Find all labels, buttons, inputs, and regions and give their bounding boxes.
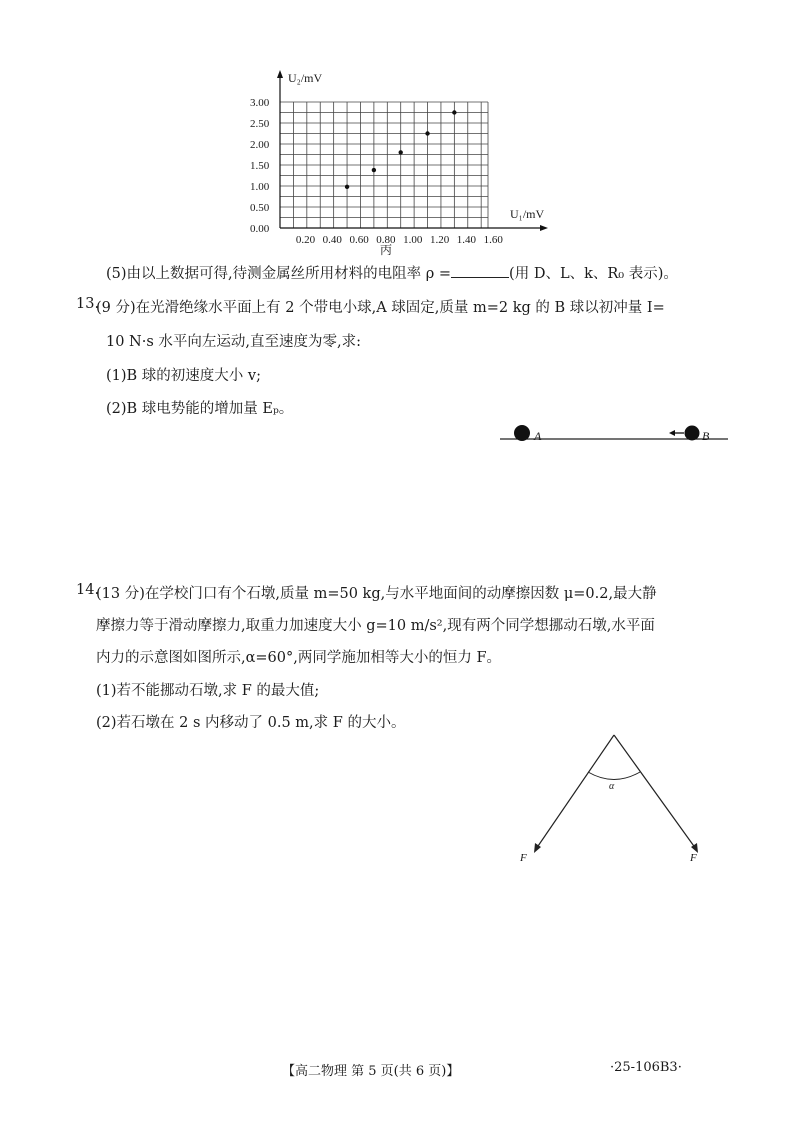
q14-line3: 内力的示意图如图所示,α=60°,两同学施加相等大小的恒力 F。 [96, 650, 502, 666]
y-tick-label: 0.50 [250, 202, 270, 214]
ball-b-label: B [702, 429, 710, 443]
q13-sub2: (2)B 球电势能的增加量 Eₚ。 [106, 401, 294, 417]
q12-part5-prefix: (5)由以上数据可得,待测金属丝所用材料的电阻率 ρ = [106, 266, 452, 282]
x-tick-label: 1.20 [429, 234, 450, 246]
footer-center: 【高二物理 第 5 页(共 6 页)】 [282, 1064, 460, 1079]
q14-line1: (13 分)在学校门口有个石墩,质量 m=50 kg,与水平地面间的动摩擦因数 μ=0.2,最大静 [96, 586, 657, 602]
q14-line2: 摩擦力等于滑动摩擦力,取重力加速度大小 g=10 m/s²,现有两个同学想挪动石墩,水平面 [96, 618, 655, 634]
q13-balls-figure [500, 418, 730, 448]
q14-force-diagram [510, 725, 710, 875]
chart-ticks [250, 97, 503, 246]
q12-part5-suffix: (用 D、L、k、R₀ 表示)。 [509, 266, 678, 282]
y-axis-arrowhead [277, 70, 283, 78]
data-point [372, 168, 376, 172]
ball-b [685, 426, 700, 441]
force-right-line [614, 735, 696, 849]
q13-sub1: (1)B 球的初速度大小 v; [106, 368, 261, 384]
chart-grid [280, 102, 488, 228]
q14-sub1: (1)若不能挪动石墩,求 F 的最大值; [96, 683, 320, 699]
data-point [452, 110, 456, 114]
y-tick-label: 2.50 [250, 118, 270, 130]
x-tick-label: 0.20 [295, 234, 316, 246]
q14-sub2: (2)若石墩在 2 s 内移动了 0.5 m,求 F 的大小。 [96, 715, 406, 731]
u2-vs-u1-chart [230, 64, 560, 264]
angle-label: α [609, 781, 615, 792]
q12-part5-line [106, 262, 678, 283]
chart-xlabel: U₁/mV [510, 207, 545, 221]
chart-ylabel: U₂/mV [288, 71, 323, 85]
data-point [345, 185, 349, 189]
q13-line2: 10 N·s 水平向左运动,直至速度为零,求: [106, 334, 362, 350]
ball-a-label: A [534, 429, 542, 443]
data-point [399, 150, 403, 154]
force-left-label: F [520, 852, 527, 864]
y-tick-label: 1.00 [250, 181, 270, 193]
x-axis-arrowhead [540, 225, 548, 231]
force-left-line [536, 735, 614, 849]
ball-a [514, 425, 530, 441]
x-tick-label: 0.60 [349, 234, 369, 246]
data-point [425, 131, 429, 135]
x-tick-label: 1.40 [456, 234, 477, 246]
velocity-arrowhead [669, 430, 675, 436]
q13-line1: (9 分)在光滑绝缘水平面上有 2 个带电小球,A 球固定,质量 m=2 kg 的 B 球以初冲量 I= [96, 300, 665, 316]
y-tick-label: 2.00 [250, 139, 270, 151]
answer-blank [451, 263, 509, 278]
x-tick-label: 0.80 [376, 234, 396, 246]
footer-right: ·25-106B3· [610, 1060, 682, 1075]
chart-caption: 丙 [380, 243, 393, 257]
x-tick-label: 1.00 [403, 234, 423, 246]
q13-number: 13. [76, 296, 100, 312]
q14-number: 14. [76, 582, 100, 598]
x-tick-label: 1.60 [483, 234, 503, 246]
force-left-arrowhead [534, 843, 541, 853]
x-tick-label: 0.40 [322, 234, 342, 246]
force-right-label: F [690, 852, 697, 864]
y-tick-label: 1.50 [250, 160, 270, 172]
y-tick-label: 0.00 [250, 223, 270, 235]
y-tick-label: 3.00 [250, 97, 270, 109]
angle-arc [588, 772, 640, 780]
